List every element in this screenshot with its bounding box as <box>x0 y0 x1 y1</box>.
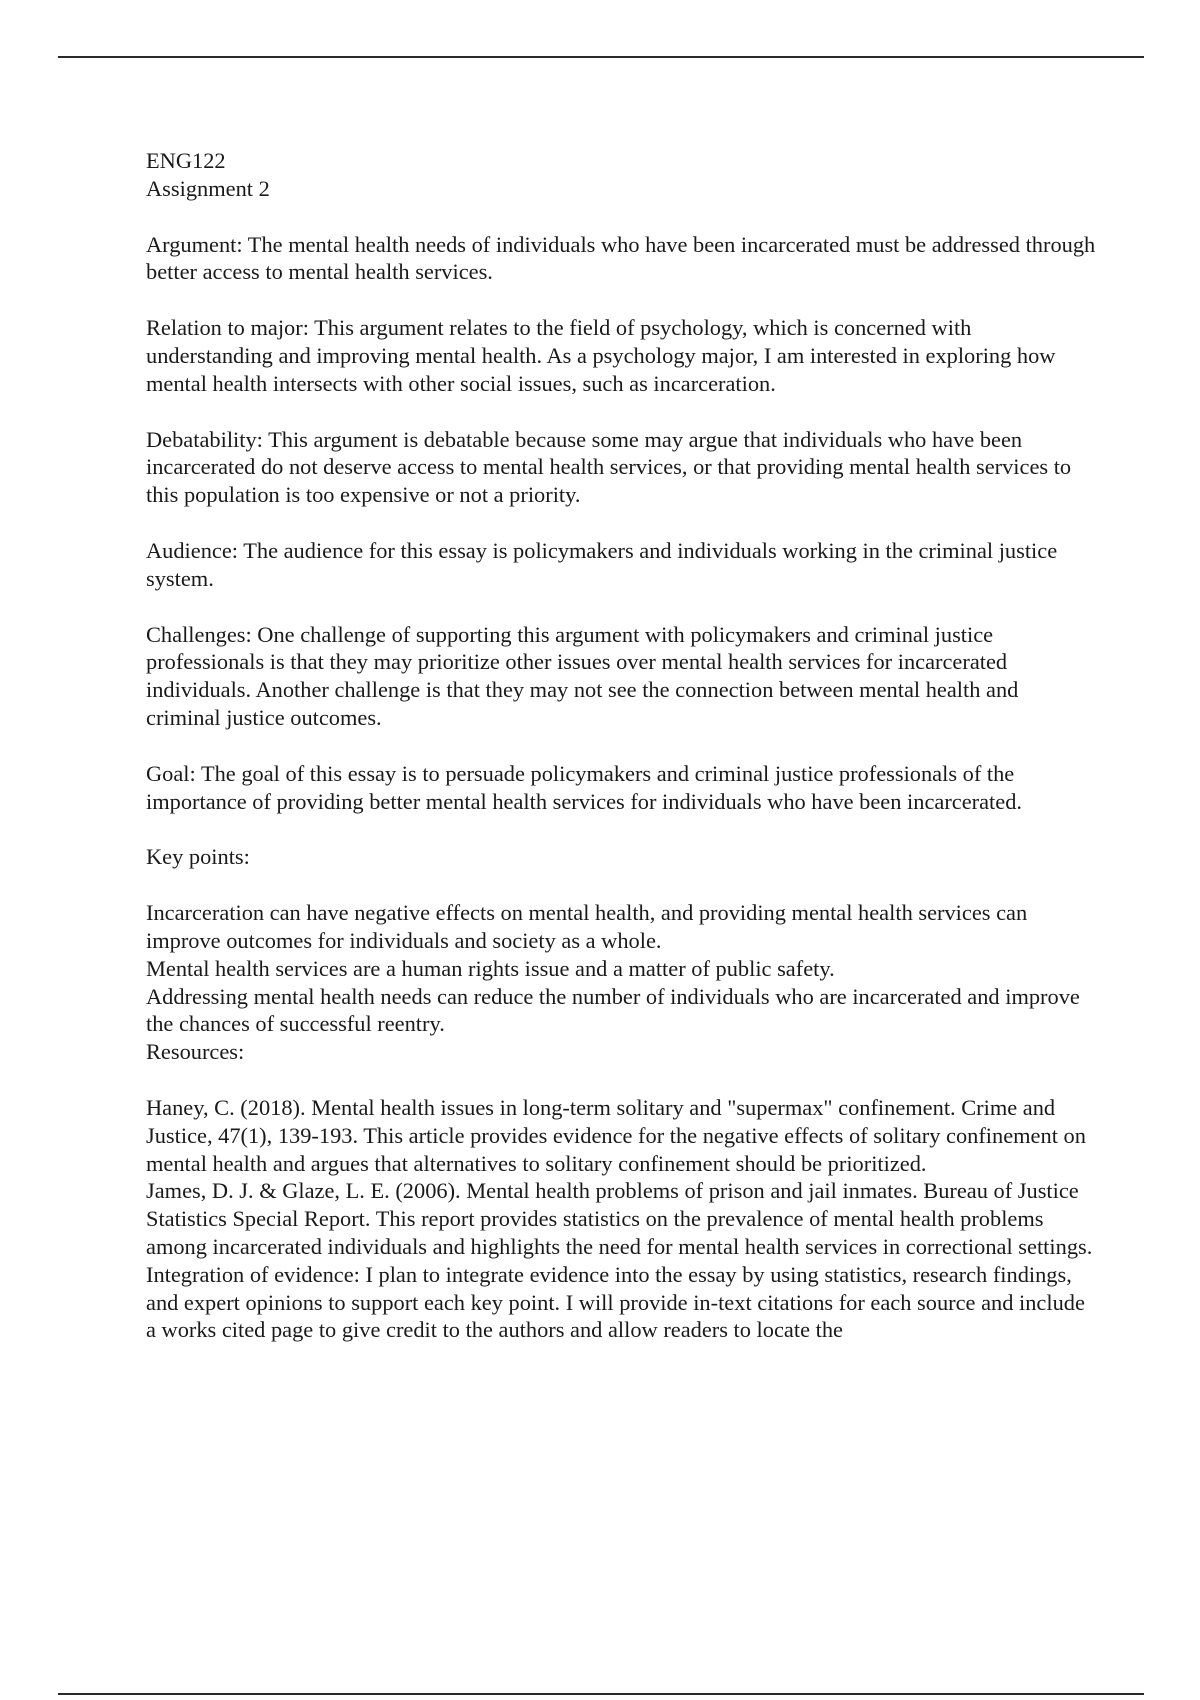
assignment-title: Assignment 2 <box>146 175 270 201</box>
resource-item: James, D. J. & Glaze, L. E. (2006). Mental health problems of prison and jail inmates. Bureau of Justice Statistics Special Report. This report provides statistics on the prevalence of mental health problems among incarcerated individuals and highlights the need for mental health services in correctional settings. <box>146 1178 1093 1259</box>
key-points-heading: Key points: <box>146 844 250 870</box>
argument-paragraph: Argument: The mental health needs of individuals who have been incarcerated must be addressed through better access to mental health services. <box>146 231 1096 285</box>
integration-paragraph: Integration of evidence: I plan to integrate evidence into the essay by using statistics, research findings, and expert opinions to support each key point. I will provide in-text citations for each source and include a works cited page to give credit to the authors and allow readers to locate the <box>146 1261 1085 1343</box>
relation-to-major-paragraph: Relation to major: This argument relates to the field of psychology, which is concerned with understanding and improving mental health. As a psychology major, I am interested in exploring how mental health intersects with other social issues, such as incarceration. <box>146 315 1056 396</box>
debatability-paragraph: Debatability: This argument is debatable because some may argue that individuals who have been incarcerated do not deserve access to mental health services, or that providing mental health services to this population is too expensive or not a priority. <box>146 426 1072 508</box>
resource-item: Haney, C. (2018). Mental health issues in long-term solitary and "supermax" confinement. Crime and Justice, 47(1), 139-193. This article provides evidence for the negative effects of solitary confinement on mental health and argues that alternatives to solitary confinement should be prioritized. <box>146 1094 1086 1176</box>
top-divider <box>58 56 1144 58</box>
key-point-item: Addressing mental health needs can reduce the number of individuals who are incarcerated and improve the chances of successful reentry. <box>146 983 1080 1037</box>
challenges-paragraph: Challenges: One challenge of supporting this argument with policymakers and criminal justice professionals is that they may prioritize other issues over mental health services for incarcerated individuals. Another challenge is that they may not see the connection between mental health and criminal justice outcomes. <box>146 621 1019 730</box>
bottom-divider <box>58 1693 1144 1695</box>
course-code: ENG122 <box>146 148 226 173</box>
document-body <box>146 147 1096 1344</box>
goal-paragraph: Goal: The goal of this essay is to persuade policymakers and criminal justice professionals of the importance of providing better mental health services for individuals who have been incarcerated. <box>146 760 1023 814</box>
key-point-item: Mental health services are a human rights issue and a matter of public safety. <box>146 955 835 981</box>
resources-heading: Resources: <box>146 1039 245 1065</box>
audience-paragraph: Audience: The audience for this essay is policymakers and individuals working in the criminal justice system. <box>146 537 1058 591</box>
key-point-item: Incarceration can have negative effects on mental health, and providing mental health services can improve outcomes for individuals and society as a whole. <box>146 900 1028 953</box>
